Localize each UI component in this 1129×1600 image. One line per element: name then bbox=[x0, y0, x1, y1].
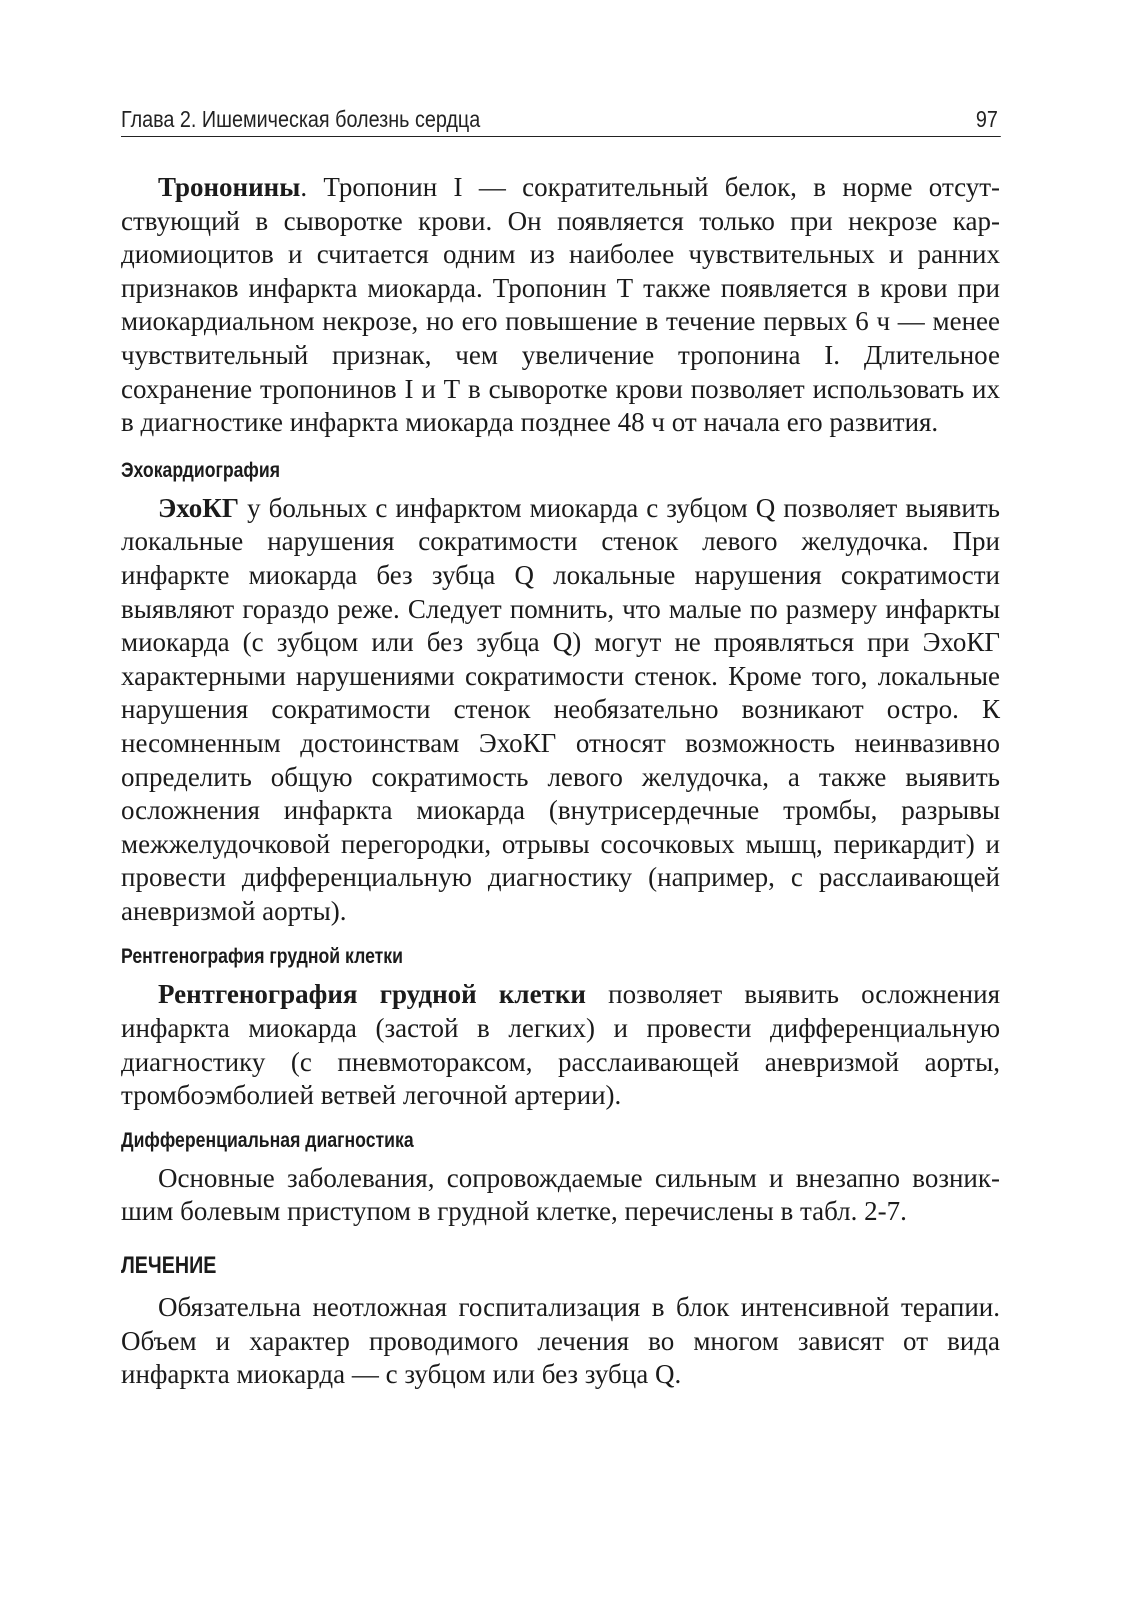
troponins-text: . Тропонин I — сократительный белок, в норме отсутствующий в сыворотке крови. Он появляется только при некрозе кардиомиоцитов и считается одним из наиболее чувствительных и ранних признаков инфаркта миокарда. Тропонин Т также появляется в крови при миокардиальном некрозе, но его повышение в течение первых 6 ч — менее чувствительный признак, чем увеличение тропонина I. Длительное сохранение тропонинов I и Т в сыворотке крови позволяет использовать их в диагностике инфаркта миокарда позднее 48 ч от начала его развития. bbox=[121, 172, 1000, 438]
echo-text: у больных с инфарктом миокарда с зубцом Q позволяет выявить локальные нарушения сократимости стенок левого желудочка. При инфаркте миокарда без зубца Q локальные нарушения сократимости выявляют гораздо реже. Следует помнить, что малые по размеру инфаркты миокарда (с зубцом или без зубца Q) могут не проявляться при ЭхоКГ характерными нарушениями сократимости стенок. Кроме того, локальные нарушения сократимости стенок необязательно возникают остро. К несомненным достоинствам ЭхоКГ относят возможность неинвазивно определить общую сократимость левого желудочка, а также выявить осложнения инфаркта миокарда (внутрисердечные тромбы, разрывы межжелудочковой перегородки, отрывы сосочковых мышц, перикардит) и провести дифференциальную диагностику (например, с расслаивающей аневризмой аорты). bbox=[121, 492, 1000, 926]
echo-heading: Эхокардиография bbox=[121, 458, 280, 482]
treatment-heading: ЛЕЧЕНИЕ bbox=[121, 1252, 217, 1280]
running-header bbox=[121, 104, 1000, 137]
differential-paragraph: Основные заболевания, сопровождаемые сильным и внезапно возникшим болевым приступом в грудной клетке, перечислены в табл. 2-7. bbox=[121, 1162, 1000, 1227]
troponins-paragraph bbox=[121, 171, 1000, 440]
page bbox=[121, 104, 1000, 1392]
echo-lead-term: ЭхоКГ bbox=[158, 492, 240, 523]
differential-heading: Дифференциальная диагностика bbox=[121, 1128, 414, 1152]
xray-heading: Рентгенография грудной клетки bbox=[121, 945, 403, 969]
chapter-title: Глава 2. Ишемическая болезнь сердца bbox=[121, 106, 481, 132]
page-number: 97 bbox=[975, 106, 998, 132]
xray-text: позволяет выявить осложнения инфаркта миокарда (застой в легких) и провести дифференциальную диагностику (с пневмотораксом, расслаивающей аневризмой аорты, тромбоэмболией ветвей легочной артерии). bbox=[121, 979, 1000, 1111]
echo-paragraph bbox=[121, 492, 1000, 929]
xray-lead-term: Рентгенография грудной клетки bbox=[158, 979, 586, 1010]
xray-paragraph bbox=[121, 978, 1000, 1112]
treatment-paragraph: Обязательна неотложная госпитализация в блок интенсивной терапии. Объем и характер проводимого лечения во многом зависят от вида инфаркта миокарда — с зубцом или без зубца Q. bbox=[121, 1292, 1000, 1390]
page-body bbox=[121, 171, 1000, 1392]
troponins-lead-term: Трононины bbox=[158, 172, 301, 202]
